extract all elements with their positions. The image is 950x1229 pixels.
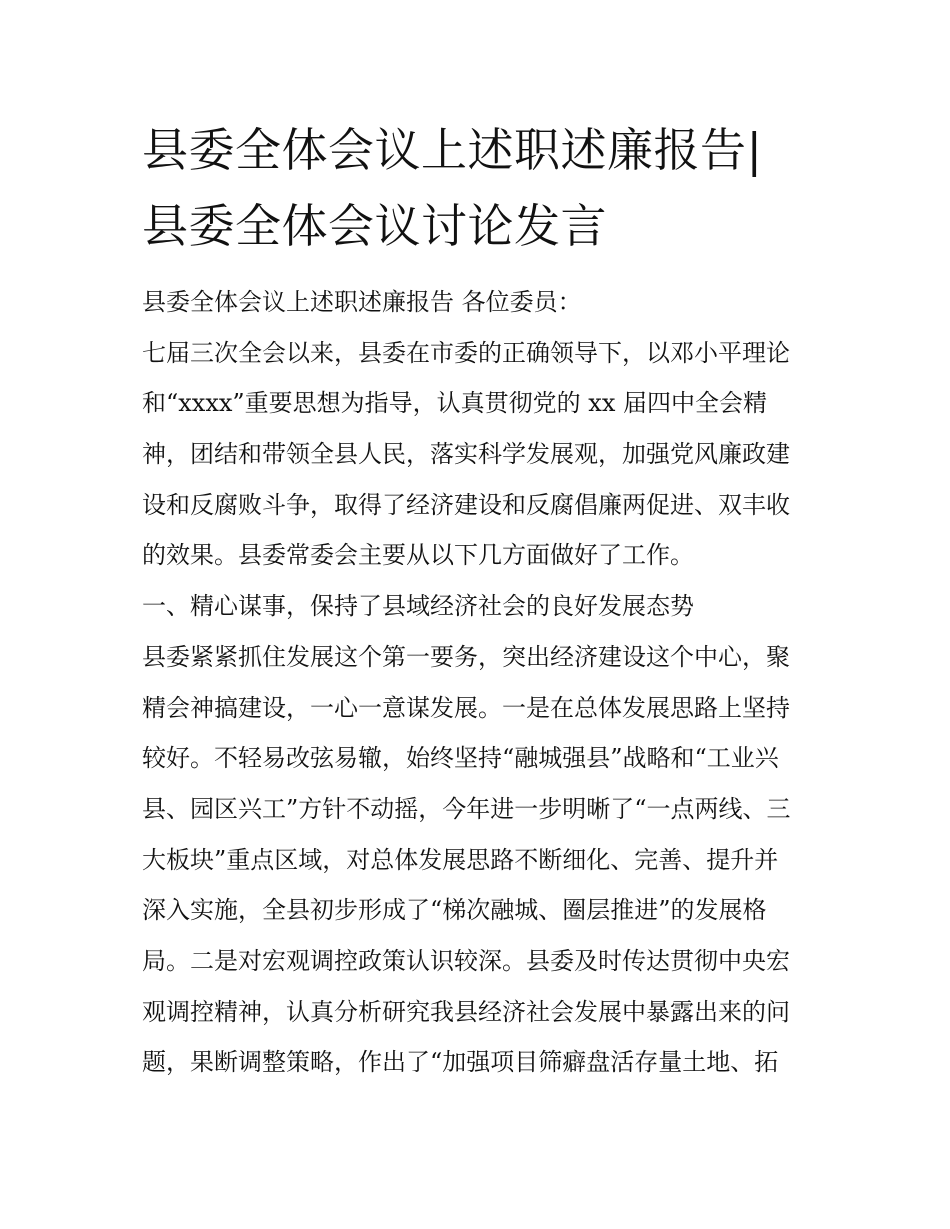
title-line-1: 县委全体会议上述职述廉报告| (142, 123, 763, 177)
body-line: 七届三次全会以来，县委在市委的正确领导下，以邓小平理论 (142, 338, 790, 367)
body-line: 县、园区兴工”方针不动摇，今年进一步明晰了“一点两线、三 (142, 794, 791, 823)
body-line: 局。二是对宏观调控政策认识较深。县委及时传达贯彻中央宏 (142, 946, 790, 975)
document-body (142, 277, 822, 1088)
title-line-2: 县委全体会议讨论发言 (142, 199, 607, 253)
body-line: 县委全体会议上述职述廉报告 各位委员： (142, 288, 582, 316)
body-line: 设和反腐败斗争，取得了经济建设和反腐倡廉两促进、双丰收 (142, 490, 790, 519)
body-line: 大板块”重点区域，对总体发展思路不断细化、完善、提升并 (142, 845, 779, 874)
body-line: 县委紧紧抓住发展这个第一要务，突出经济建设这个中心，聚 (142, 642, 790, 671)
section-heading-1: 一、精心谋事，保持了县域经济社会的良好发展态势 (142, 592, 694, 621)
body-line: 观调控精神，认真分析研究我县经济社会发展中暴露出来的问 (142, 997, 790, 1026)
body-line: 深入实施，全县初步形成了“梯次融城、圈层推进”的发展格 (142, 896, 767, 925)
body-line: 精会神搞建设，一心一意谋发展。一是在总体发展思路上坚持 (142, 693, 790, 722)
body-line: 神，团结和带领全县人民，落实科学发展观，加强党风廉政建 (142, 440, 790, 469)
body-line: 的效果。县委常委会主要从以下几方面做好了工作。 (142, 541, 694, 570)
body-line: 和“xxxx”重要思想为指导，认真贯彻党的 xx 届四中全会精 (142, 389, 768, 418)
body-line: 题，果断调整策略，作出了“加强项目筛癖盘活存量土地、拓 (142, 1048, 779, 1077)
body-line: 较好。不轻易改弦易辙，始终坚持“融城强县”战略和“工业兴 (142, 744, 779, 773)
document-title (142, 112, 832, 264)
